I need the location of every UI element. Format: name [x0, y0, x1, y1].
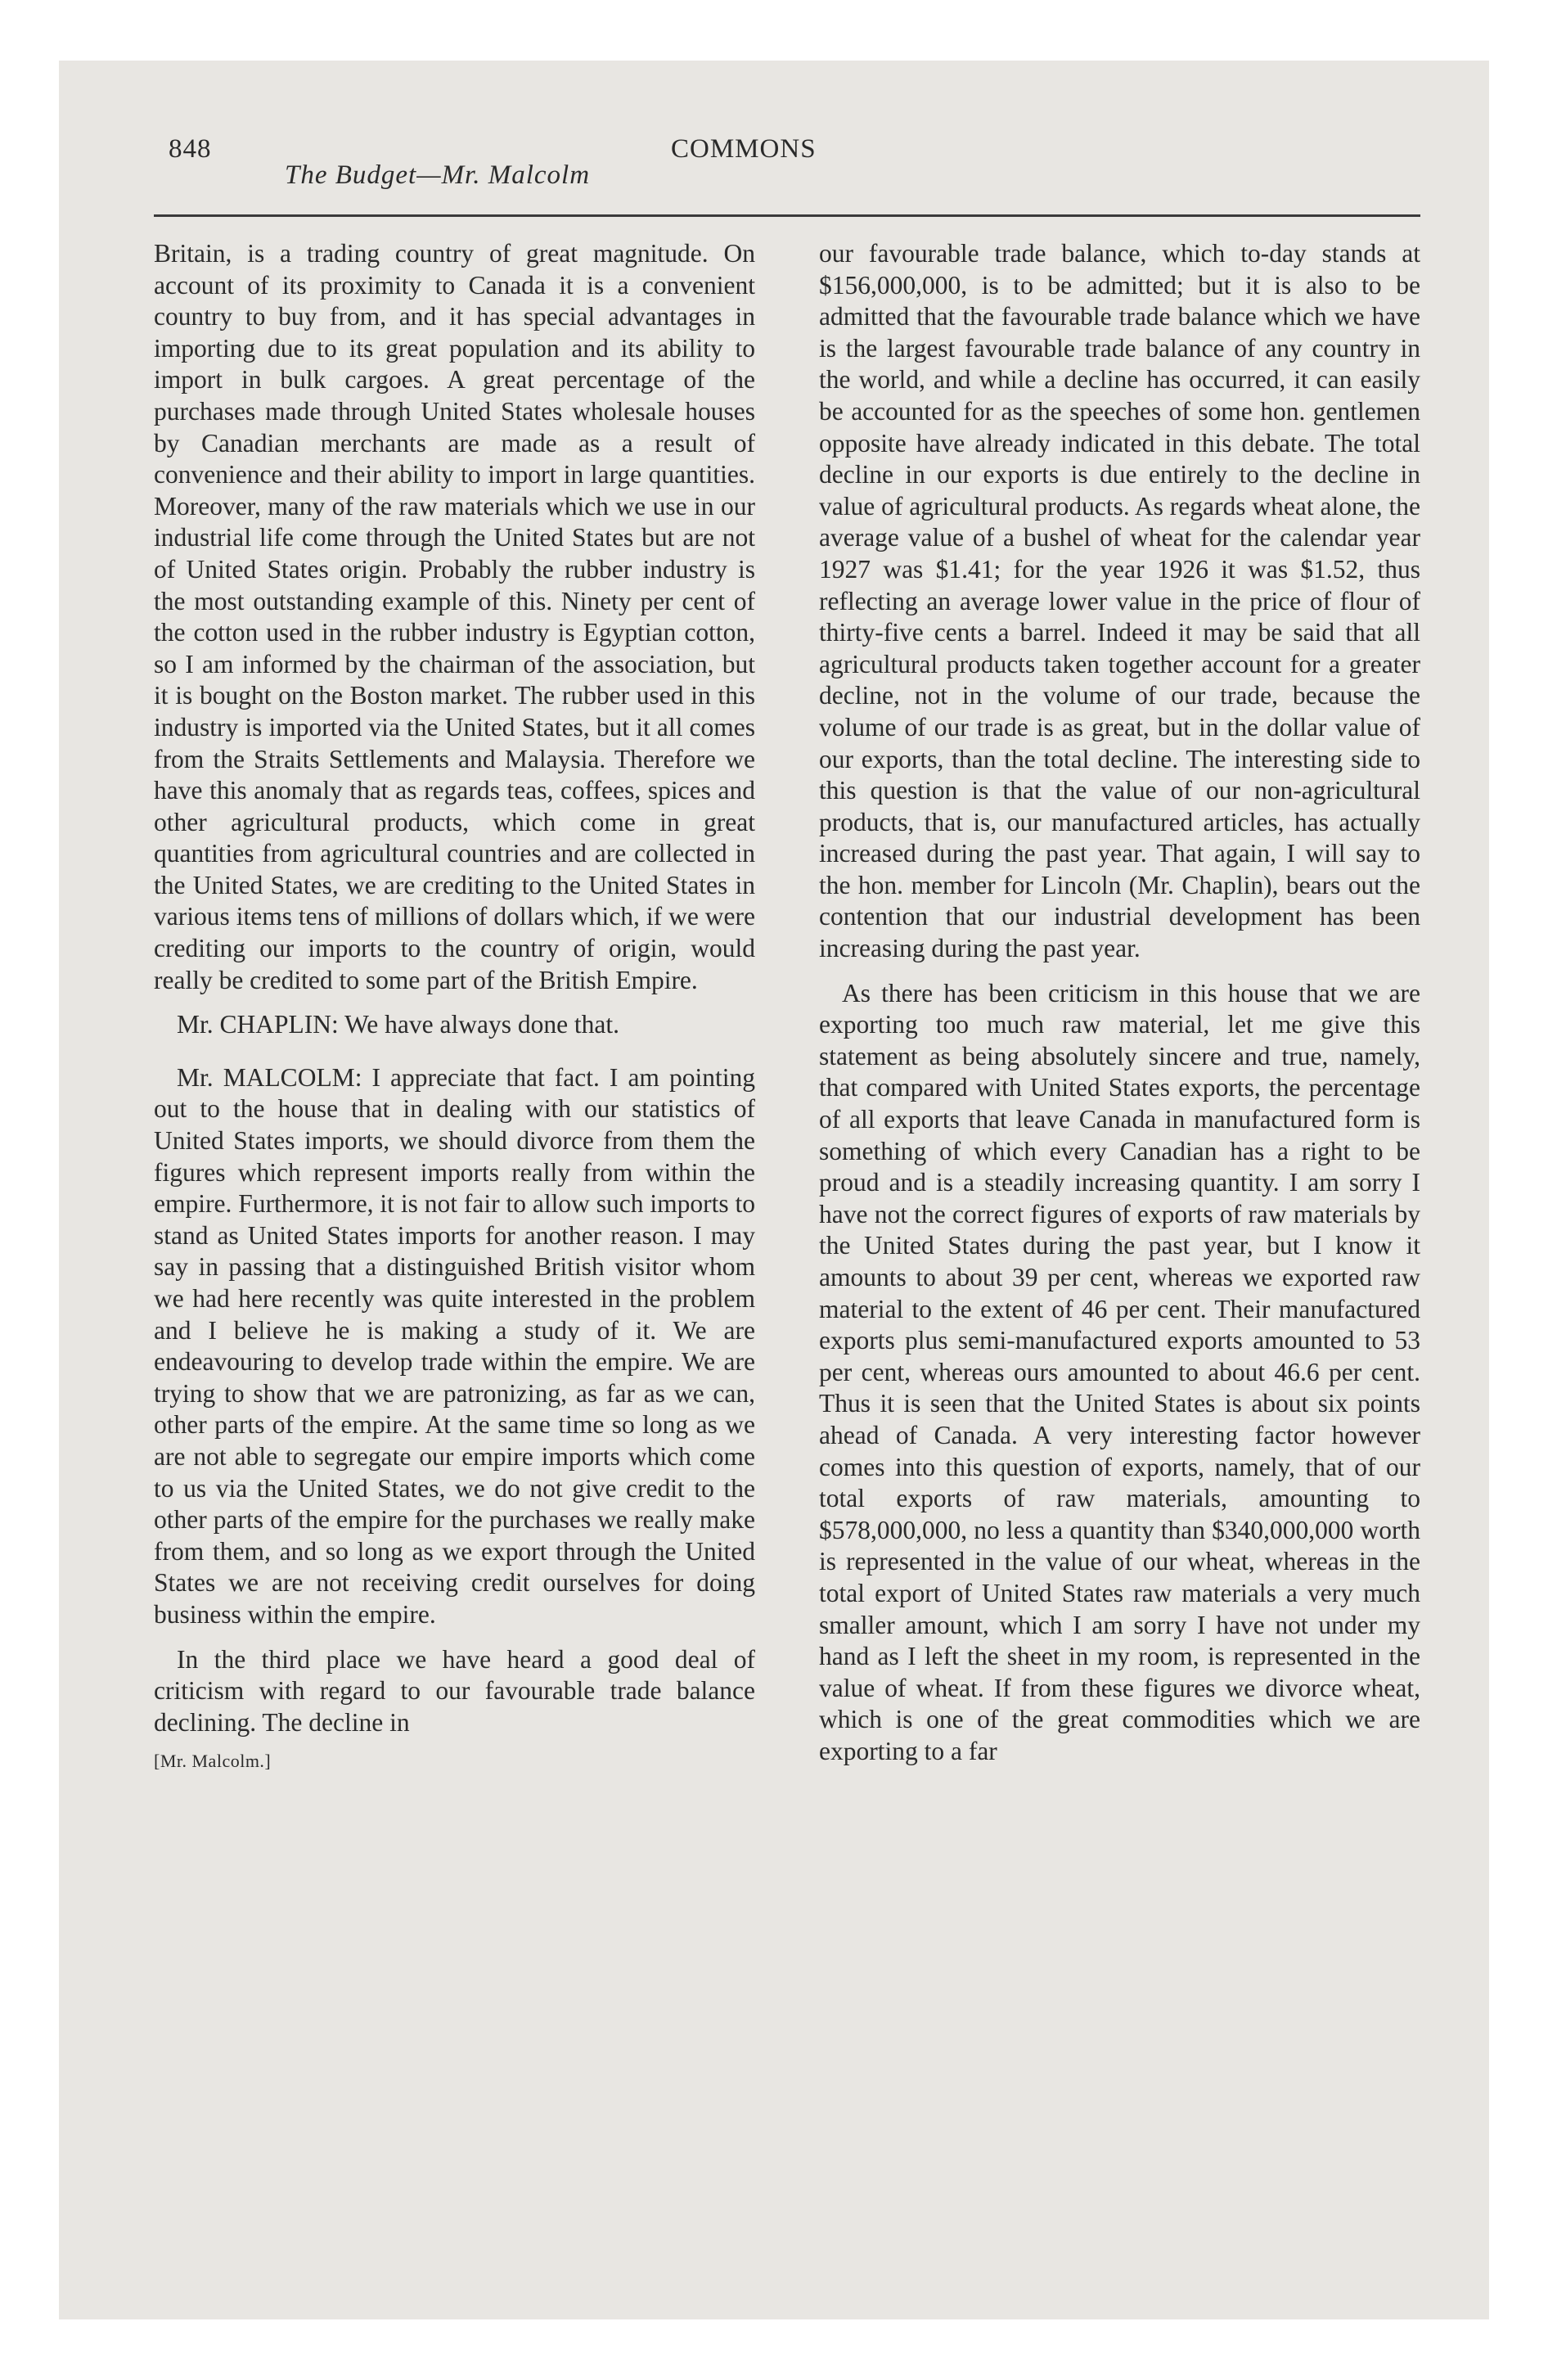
running-head: The Budget—Mr. Malcolm	[285, 160, 591, 190]
paragraph: our favourable trade balance, which to-day stands at $156,000,000, is to be admitted; but it is also to be admitted that the favourable trade balance which we have is the largest favourable trade balance of any country in the world, and while a decline has occurred, it can easily be accounted for as the speeches of some hon. gentlemen opposite have already indicated in this debate. The total decline in our exports is due entirely to the decline in value of agricultural products. As regards wheat alone, the average value of a bushel of wheat for the calendar year 1927 was $1.41; for the year 1926 it was $1.52, thus reflecting an average lower value in the price of flour of thirty-five cents a barrel. Indeed it may be said that all agricultural products taken together account for a greater decline, not in the volume of our trade, because the volume of our trade is as great, but in the dollar value of our exports, than the total decline. The interesting side to this question is that the value of our non-agricultural products, that is, our manufactured articles, has actually increased during the past year. That again, I will say to the hon. member for Lincoln (Mr. Chaplin), bears out the contention that our industrial development has been increasing during the past year.	[819, 239, 1420, 963]
paragraph: Britain, is a trading country of great magnitude. On account of its proximity to Canada it is a convenient country to buy from, and it has special advantages in importing due to its great population and its ability to import in bulk cargoes. A great percentage of the purchases made through United States wholesale houses by Canadian merchants are made as a result of convenience and their ability to import in large quantities. Moreover, many of the raw materials which we use in our industrial life come through the United States but are not of United States origin. Probably the rubber industry is the most outstanding example of this. Ninety per cent of the cotton used in the rubber industry is Egyptian cotton, so I am informed by the chairman of the association, but it is bought on the Boston market. The rubber used in this industry is imported via the United States, but it all comes from the Straits Settlements and Malaysia. Therefore we have this anomaly that as regards teas, coffees, spices and other agricultural products, which come in great quantities from agricultural countries and are collected in the United States, we are crediting to the United States in various items tens of millions of dollars which, if we were crediting our imports to the country of origin, would really be credited to some part of the British Empire.	[154, 239, 755, 994]
page-header	[154, 129, 1420, 217]
page-number: 848	[169, 134, 212, 164]
section-title: COMMONS	[671, 134, 817, 164]
right-column	[819, 238, 1420, 1773]
paragraph: As there has been criticism in this house that we are exporting too much raw material, let me give this statement as being absolutely sincere and true, namely, that compared with United States exports, the percentage of all exports that leave Canada in manufactured form is something of which every Canadian has a right to be proud and is a steadily increasing quantity. I am sorry I have not the correct figures of exports of raw materials by the United States during the past year, but I know it amounts to about 39 per cent, whereas we exported raw material to the extent of 46 per cent. Their manufactured exports plus semi-manufactured exports amounted to 53 per cent, whereas ours amounted to about 46.6 per cent. Thus it is seen that the United States is about six points ahead of Canada. A very interesting factor however comes into this question of exports, namely, that of our total exports of raw materials, amounting to $578,000,000, no less a quantity than $340,000,000 worth is represented in the value of our wheat, whereas in the total export of United States raw materials a very much smaller amount, which I am sorry I have not under my hand as I left the sheet in my room, is represented in the value of wheat. If from these figures we divorce wheat, which is one of the great commodities which we are exporting to a far	[819, 978, 1420, 1765]
left-column	[154, 238, 755, 1773]
paragraph: Mr. MALCOLM: I appreciate that fact. I am pointing out to the house that in dealing with our statistics of United States imports, we should divorce from them the figures which represent imports really from within the empire. Furthermore, it is not fair to allow such imports to stand as United States imports for another reason. I may say in passing that a distinguished British visitor whom we had here recently was quite interested in the problem and I believe he is making a study of it. We are endeavouring to develop trade within the empire. We are trying to show that we are patronizing, as far as we can, other parts of the empire. At the same time so long as we are not able to segregate our empire imports which come to us via the United States, we do not give credit to the other parts of the empire for the purchases we really make from them, and so long as we export through the United States we are not receiving credit ourselves for doing business within the empire.	[154, 1062, 755, 1629]
document-page	[154, 129, 1420, 1773]
paragraph: In the third place we have heard a good deal of criticism with regard to our favourable trade balance declining. The decline in	[154, 1644, 755, 1737]
speaker-footnote: [Mr. Malcolm.]	[154, 1751, 272, 1772]
text-columns	[154, 217, 1420, 1773]
paragraph: Mr. CHAPLIN: We have always done that.	[177, 1010, 620, 1039]
